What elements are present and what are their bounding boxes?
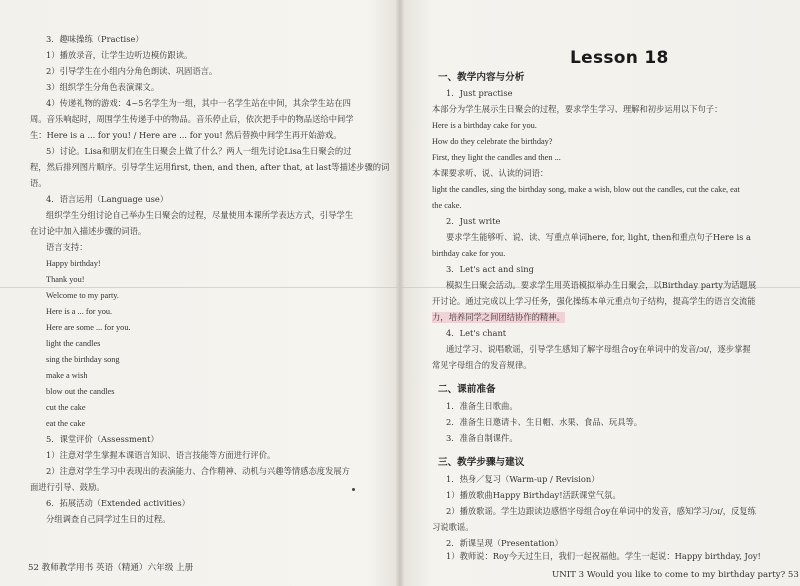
lesson-title: Lesson 18 (570, 48, 669, 68)
section-heading: 一、教学内容与分析 (438, 72, 525, 83)
page-footer: 52 教师教学用书 英语（精通）六年级 上册 (28, 563, 194, 573)
section-heading: 三、教学步骤与建议 (438, 457, 525, 468)
text-line: 周。音乐响起时，周围学生传递手中的物品。音乐停止后，依次把手中的物品送给中间学 (30, 114, 354, 124)
phrase-line: Thank you! (46, 275, 85, 284)
text-line: 3．趣味操练（Practise） (46, 34, 144, 44)
text-line: 5）讨论。Lisa和朋友们在生日聚会上做了什么？两人一组先讨论Lisa生日聚会的过 (46, 146, 352, 156)
highlighted-line: 力，培养同学之间团结协作的精神。 (432, 312, 565, 322)
text-line: 通过学习、说唱歌谣，引导学生感知了解字母组合oy在单词中的发音/ɔɪ/，逐步掌握 (446, 344, 751, 354)
text-line: 3．准备自制课件。 (446, 433, 518, 443)
phrase-line: light the candles (46, 339, 101, 348)
sentence-line: Here is a birthday cake for you. (432, 121, 537, 130)
text-line: 2．准备生日邀请卡、生日帽、水果、食品、玩具等。 (446, 417, 643, 427)
sentence-line: birthday cake for you. (432, 249, 506, 258)
section-heading: 2．新课呈现（Presentation） (446, 538, 563, 548)
phrase-line: Here is a ... for you. (46, 307, 113, 316)
phrase-line: eat the cake (46, 419, 86, 428)
text-line: 1．准备生日歌曲。 (446, 401, 518, 411)
text-line: 模拟生日聚会活动。要求学生用英语模拟举办生日聚会，以Birthday party为话题展 (446, 280, 757, 290)
text-line: 语。 (30, 178, 47, 188)
right-page (402, 0, 800, 586)
text-line: 分组调查自己同学过生日的过程。 (46, 514, 171, 524)
text-line: 1）播放歌曲Happy Birthday!活跃课堂气氛。 (446, 490, 621, 500)
left-page (0, 0, 398, 586)
text-line: 1）播放录音，让学生边听边模仿跟读。 (46, 50, 193, 60)
phrase-line: Here are some ... for you. (46, 323, 131, 332)
text-line: 本部分为学生展示生日聚会的过程，要求学生学习、理解和初步运用以下句子： (432, 104, 723, 114)
phrase-line: blow out the candles (46, 387, 115, 396)
text-line: 面进行引导、鼓励。 (30, 482, 105, 492)
text-line: 4）传递礼物的游戏：4~5名学生为一组，其中一名学生站在中间，其余学生站在四 (46, 98, 351, 108)
text-line: 常见字母组合的发音规律。 (432, 360, 532, 370)
section-heading: 3．Let's act and sing (446, 264, 534, 274)
section-heading: 1．Just practise (446, 88, 513, 98)
phrase-line: Happy birthday! (46, 259, 101, 268)
text-line: 本课要求听、说、认读的词语： (432, 168, 549, 178)
phrase-line: cut the cake (46, 403, 86, 412)
text-line: 2）引导学生在小组内分角色朗读、巩固语言。 (46, 66, 218, 76)
section-heading: 6．拓展活动（Extended activities） (46, 498, 190, 508)
text-line: 在讨论中加入描述步骤的词语。 (30, 226, 147, 236)
section-heading: 5．课堂评价（Assessment） (46, 434, 159, 444)
text-line: 1）教师说：Roy今天过生日，我们一起祝福他。学生一起说：Happy birthday, Joy! (446, 551, 761, 561)
section-heading: 4．语言运用（Language use） (46, 194, 169, 204)
text-line: 要求学生能够听、说、读、写重点单词here, for, light, then和重点句子Here is a (446, 232, 751, 242)
phrase-line: make a wish (46, 371, 88, 380)
section-heading: 二、课前准备 (438, 384, 496, 395)
text-line: 1）注意对学生掌握本课语言知识、语言技能等方面进行评价。 (46, 450, 276, 460)
text-line: 习说歌谣。 (432, 522, 474, 532)
section-heading: 1．热身／复习（Warm-up / Revision） (446, 474, 600, 484)
text-line: 语言支持： (46, 242, 88, 252)
phrase-line: sing the birthday song (46, 355, 120, 364)
sentence-line: How do they celebrate the birthday? (432, 137, 553, 146)
scan-speck (352, 488, 355, 491)
text-line: 2）注意对学生学习中表现出的表演能力、合作精神、动机与兴趣等情感态度发展方 (46, 466, 350, 476)
phrase-line: Welcome to my party. (46, 291, 119, 300)
sentence-line: First, they light the candles and then ... (432, 153, 561, 162)
sentence-line: the cake. (432, 201, 462, 210)
sentence-line: light the candles, sing the birthday song, make a wish, blow out the candles, cut the cake, eat (432, 185, 740, 194)
section-heading: 2．Just write (446, 216, 501, 226)
section-heading: 4．Let's chant (446, 328, 507, 338)
text-line: 组织学生分组讨论自己举办生日聚会的过程，尽量使用本课所学表达方式，引导学生 (46, 210, 353, 220)
text-line: 生：Here is a ... for you! / Here are ... for you! 然后替换中间学生再开始游戏。 (30, 130, 342, 140)
page-footer: UNIT 3 Would you like to come to my birthday party? 53 (552, 570, 799, 580)
text-line: 开讨论。通过完成以上学习任务，强化操练本单元重点句子结构，提高学生的语言交流能 (432, 296, 756, 306)
text-line: 2）播放歌谣。学生边跟读边感悟字母组合oy在单词中的发音，感知学习/ɔɪ/，反复练 (446, 506, 756, 516)
text-line: 3）组织学生分角色表演课文。 (46, 82, 160, 92)
text-line: 程，然后排列图片顺序。引导学生运用first, then, and then, after that, at last等描述步骤的词 (30, 162, 390, 172)
